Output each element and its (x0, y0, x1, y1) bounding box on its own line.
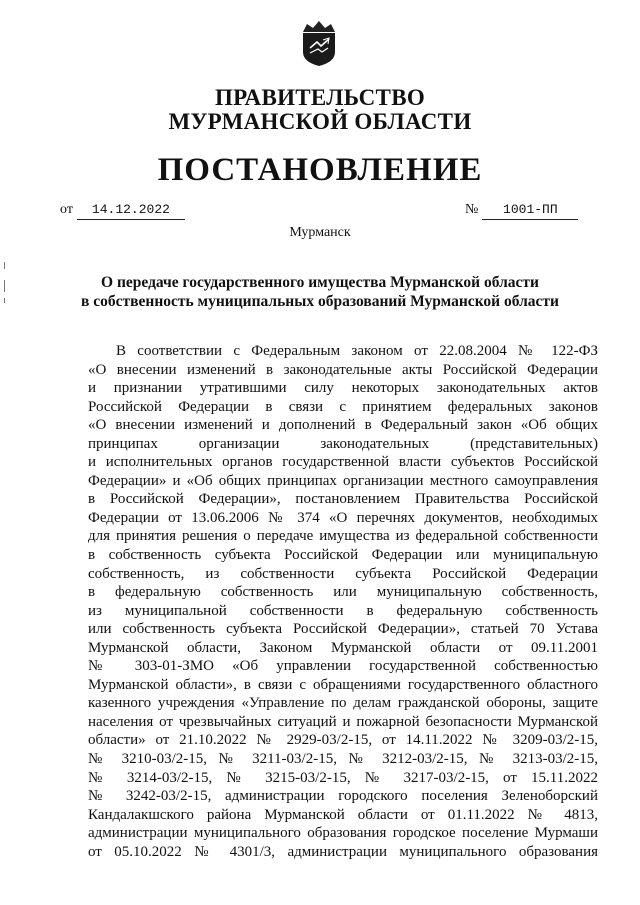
body-text (88, 342, 598, 861)
coat-of-arms-emblem (299, 18, 339, 68)
body-line: и исполнительных органов государственной власти субъектов Российской (88, 454, 598, 471)
body-line: от 05.10.2022 № 4301/3, администрации муниципального образования (88, 843, 598, 860)
margin-mark (4, 262, 5, 269)
body-line: № 3214-03/2-15, № 3215-03/2-15, № 3217-03/2-15, от 15.11.2022 (88, 769, 598, 786)
body-line: Кандалакшского района Мурманской области от 01.11.2022 № 4813, (88, 806, 598, 823)
body-line: «О внесении изменений и дополнений в Федеральный закон «Об общих (88, 417, 598, 434)
body-line: и признании утратившими силу некоторых законодательных актов (88, 380, 598, 397)
body-line: Мурманской области», в связи с обращениями государственного областного (88, 676, 598, 693)
body-line: из муниципальной собственности в федеральную собственность (88, 602, 598, 619)
body-line: для принятия решения о передаче имущества из федеральной собственности (88, 528, 598, 545)
body-line: в собственность субъекта Российской Федерации или муниципальную (88, 547, 598, 564)
body-line: области» от 21.10.2022 № 2929-03/2-15, от 14.11.2022 № 3209-03/2-15, (88, 732, 598, 749)
number-prefix: № (465, 202, 479, 217)
date-field (60, 201, 185, 220)
body-line: казенного учреждения «Управление по делам гражданской обороны, защите (88, 695, 598, 712)
number-field (465, 201, 578, 220)
body-line: населения от чрезвычайных ситуаций и пожарной безопасности Мурманской (88, 713, 598, 730)
body-line: Федерации» и «Об общих принципах организации местного самоуправления (88, 472, 598, 489)
body-line: «О внесении изменений в законодательные акты Российской Федерации (88, 361, 598, 378)
org-name-line2: МУРМАНСКОЙ ОБЛАСТИ (168, 109, 472, 134)
body-line: в Российской Федерации», постановлением Правительства Российской (88, 491, 598, 508)
body-line: № 303-01-ЗМО «Об управлении государственной собственностью (88, 658, 598, 675)
body-line: собственность, из собственности субъекта Российской Федерации (88, 565, 598, 582)
document-type-title: ПОСТАНОВЛЕНИЕ (157, 152, 483, 188)
org-name-line1: ПРАВИТЕЛЬСТВО (214, 85, 426, 110)
subject-line1: О передаче государственного имущества Мурманской области (101, 274, 539, 291)
number-value: 1001-ПП (482, 201, 578, 220)
body-line: администрации муниципального образования городское поселение Мурмаши (88, 825, 598, 842)
body-line: Российской Федерации в связи с принятием федеральных законов (88, 398, 598, 415)
city-name: Мурманск (289, 225, 351, 240)
body-line: В соответствии с Федеральным законом от 22.08.2004 № 122-ФЗ (116, 343, 598, 359)
body-line: в федеральную собственность или муниципальную собственность, (88, 584, 598, 601)
body-line: № 3242-03/2-15, администрации городского поселения Зеленоборский (88, 788, 598, 805)
body-line: или собственность субъекта Российской Федерации», статьей 70 Устава (88, 621, 598, 638)
body-line: Мурманской области, Законом Мурманской области от 09.11.2001 (88, 639, 598, 656)
body-line: Федерации от 13.06.2006 № 374 «О перечнях документов, необходимых (88, 509, 598, 526)
date-value: 14.12.2022 (77, 201, 185, 220)
subject-line2: в собственность муниципальных образований Мурманской области (81, 293, 559, 310)
body-line: принципах организации законодательных (представительных) (88, 435, 598, 452)
date-prefix: от (60, 202, 73, 217)
body-line: № 3210-03/2-15, № 3211-03/2-15, № 3212-03/2-15, № 3213-03/2-15, (88, 751, 598, 768)
